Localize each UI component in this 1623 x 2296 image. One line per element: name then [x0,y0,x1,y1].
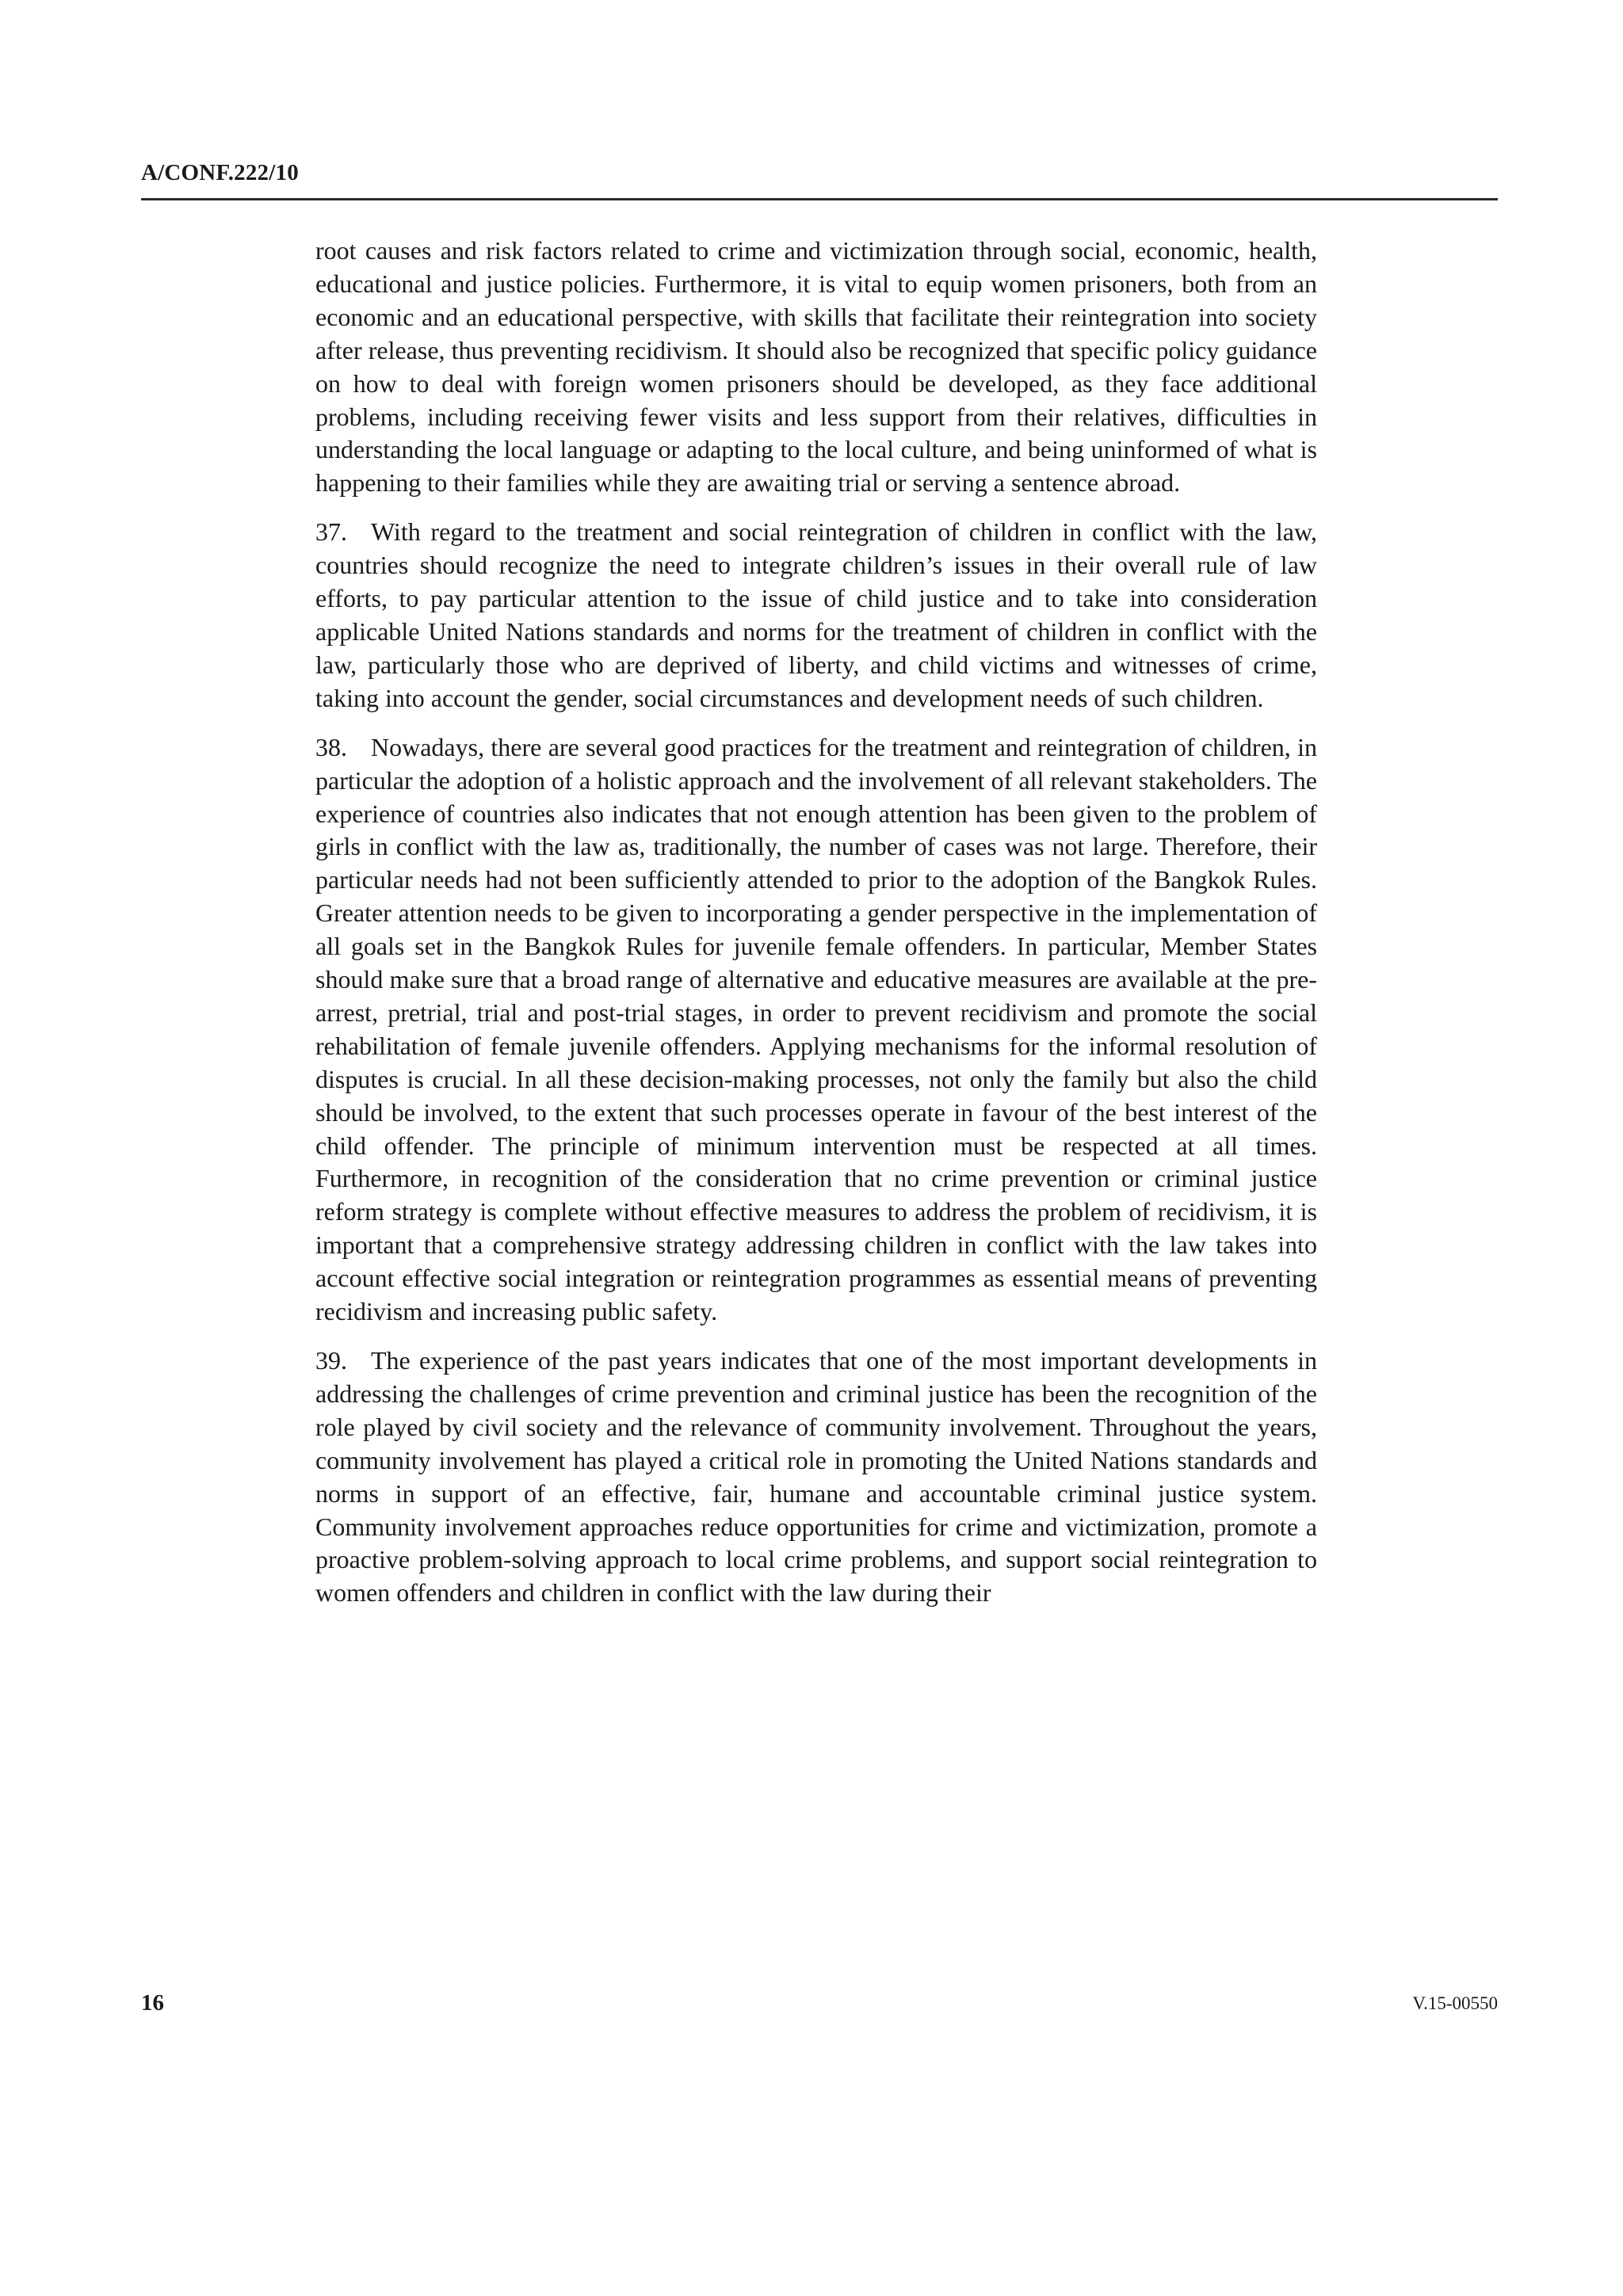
page-number: 16 [141,1990,164,2016]
paragraph-37 [315,516,1317,715]
page-header [141,155,1498,200]
paragraph-text: root causes and risk factors related to crime and victimization through social, economic, health, educational and justice policies. Furthermore, it is vital to equip women prisoners, both from an economic and an educational perspective, with skills that facilitate their reintegration into society after release, thus preventing recidivism. It should also be recognized that specific policy guidance on how to deal with foreign women prisoners should be developed, as they face additional problems, including receiving fewer visits and less support from their relatives, difficulties in understanding the local language or adapting to the local culture, and being uninformed of what is happening to their families while they are awaiting trial or serving a sentence abroad. [315,236,1317,498]
paragraph-39 [315,1344,1317,1610]
page-footer [141,1990,1498,2022]
paragraph-number: 39. [315,1346,347,1375]
paragraph-number: 37. [315,517,347,547]
paragraph-number: 38. [315,732,347,761]
document-symbol: A/CONF.222/10 [141,160,299,185]
paragraph-continuation [315,235,1317,500]
paragraph-text: The experience of the past years indicates that one of the most important developments in addressing the challenges of crime prevention and criminal justice has been the recognition of the role played by civil society and the relevance of community involvement. Throughout the years, community involvement has played a critical role in promoting the United Nations standards and norms in support of an effective, fair, humane and accountable criminal justice system. Community involvement approaches reduce opportunities for crime and victimization, promote a proactive problem-solving approach to local crime problems, and support social reintegration to women offenders and children in conflict with the law during their [315,1346,1317,1608]
document-code: V.15-00550 [1412,1993,1498,2013]
paragraph-text: With regard to the treatment and social reintegration of children in conflict with the law, countries should recognize the need to integrate children’s issues in their overall rule of law efforts, to pay particular attention to the issue of child justice and to take into consideration applicable United Nations standards and norms for the treatment of children in conflict with the law, particularly those who are deprived of liberty, and child victims and witnesses of crime, taking into account the gender, social circumstances and development needs of such children. [315,517,1317,712]
paragraph-text: Nowadays, there are several good practices for the treatment and reintegration of children, in particular the adoption of a holistic approach and the involvement of all relevant stakeholders. The experience of countries also indicates that not enough attention has been given to the problem of girls in conflict with the law as, traditionally, the number of cases was not large. Therefore, their particular needs had not been sufficiently attended to prior to the adoption of the Bangkok Rules. Greater attention needs to be given to incorporating a gender perspective in the implementation of all goals set in the Bangkok Rules for juvenile female offenders. In particular, Member States should make sure that a broad range of alternative and educative measures are available at the pre-arrest, pretrial, trial and post-trial stages, in order to prevent recidivism and promote the social rehabilitation of female juvenile offenders. Applying mechanisms for the informal resolution of disputes is crucial. In all these decision-making processes, not only the family but also the child should be involved, to the extent that such processes operate in favour of the best interest of the child offender. The principle of minimum intervention must be respected at all times. Furthermore, in recognition of the consideration that no crime prevention or criminal justice reform strategy is complete without effective measures to address the problem of recidivism, it is important that a comprehensive strategy addressing children in conflict with the law takes into account effective social integration or reintegration programmes as essential means of preventing recidivism and increasing public safety. [315,732,1317,1326]
paragraph-38 [315,731,1317,1329]
document-body [315,235,1317,1626]
